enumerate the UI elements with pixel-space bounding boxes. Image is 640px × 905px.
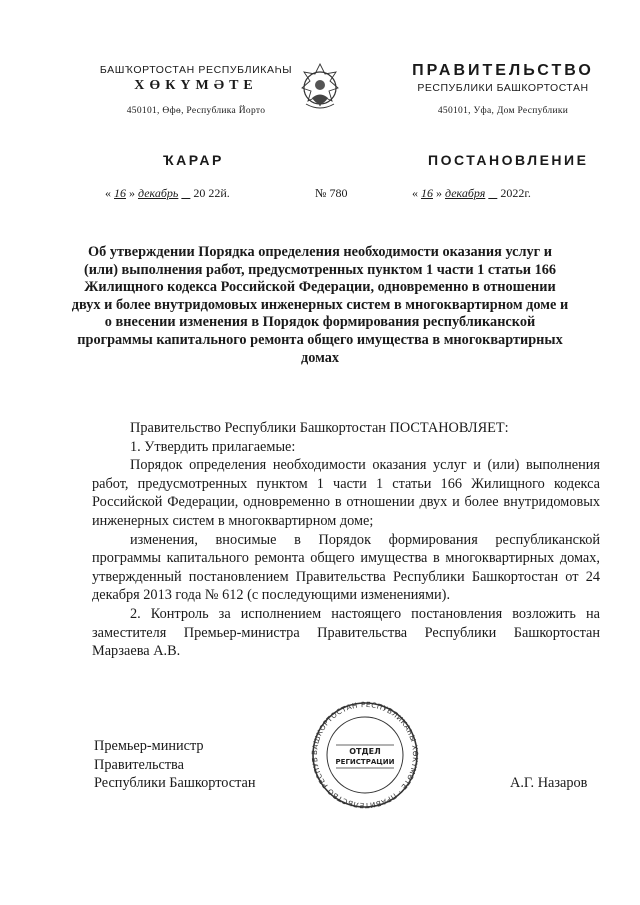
document-title: Об утверждении Порядка определения необходимости оказания услуг и (или) выполнения работ, предусмотренных пунктом 1 части 1 статьи 166 Жилищного кодекса Российской Федерации, одновременно в отношении двух и более внутридомовых инженерных систем в многоквартирном доме и о внесении изменения в Порядок формирования республиканской программы капитального ремонта общего имущества в многоквартирных домах [71, 244, 569, 366]
signature-position [94, 737, 256, 793]
date-left-open-quote: « [105, 186, 111, 200]
header-left-line2: ХӨКҮМӘТЕ [134, 78, 258, 93]
body-item-1a: Порядок определения необходимости оказания услуг и (или) выполнения работ, предусмотренных пунктом 1 части 1 статьи 166 Жилищного кодекса Российской Федерации, одновременно в отношении двух и более внутридомовых инженерных систем в многоквартирном доме; [92, 457, 600, 529]
doc-type-left: ҠАРАР [163, 152, 224, 168]
date-left-close-quote: » [129, 186, 135, 200]
document-body [92, 419, 600, 661]
coat-of-arms-emblem [292, 58, 348, 114]
date-left [105, 186, 230, 201]
date-right-day: 16 [421, 186, 433, 200]
document-number: № 780 [315, 186, 348, 200]
stamp-center-line2: РЕГИСТРАЦИИ [335, 758, 395, 766]
body-item-1b: изменения, вносимые в Порядок формирования республиканской программы капитального ремонта общего имущества в многоквартирных домах, утвержденный постановлением Правительства Республики Башкортостан от 24 декабря 2013 года № 612 (с последующими изменениями). [92, 531, 600, 604]
registration-stamp [298, 700, 432, 810]
header-left [96, 64, 296, 116]
header-left-address: 450101, Өфө, Республика Йорто [126, 106, 266, 116]
date-left-day: 16 [114, 186, 126, 200]
header-right-line2: РЕСПУБЛИКИ БАШКОРТОСТАН [417, 82, 589, 94]
date-right-year: 2022г. [500, 186, 531, 200]
doc-type-right: ПОСТАНОВЛЕНИЕ [428, 152, 589, 168]
body-item-2: 2. Контроль за исполнением настоящего постановления возложить на заместителя Премьер-министра Правительства Республики Башкортостан Марзаева А.В. [92, 605, 600, 660]
header-left-line1: БАШҠОРТОСТАН РЕСПУБЛИКАҺЫ [99, 64, 293, 76]
body-intro: Правительство Республики Башкортостан ПОСТАНОВЛЯЕТ: [130, 420, 509, 436]
signature-position-line2: Правительства [94, 756, 184, 773]
date-right [412, 186, 531, 201]
signature-position-line3: Республики Башкортостан [94, 775, 256, 792]
header-right [398, 62, 608, 116]
date-left-year: 20 22й. [193, 186, 230, 200]
stamp-center-line1: ОТДЕЛ [349, 747, 381, 756]
header-right-line1: ПРАВИТЕЛЬСТВО [412, 62, 594, 79]
date-right-open-quote: « [412, 186, 418, 200]
stamp-ring-text: БАШКОРТОСТАН РЕСПУБЛИКАҺЫ ХӨКҮМӘТЕ · ПРАВИТЕЛЬСТВО РЕСПУБ [309, 700, 421, 810]
date-right-month: декабря [445, 186, 486, 200]
date-left-month: декабрь [138, 186, 179, 200]
signature-name: А.Г. Назаров [510, 775, 588, 791]
header-right-address: 450101, Уфа, Дом Республики [437, 106, 569, 116]
body-item-1: 1. Утвердить прилагаемые: [130, 438, 296, 455]
signature-position-line1: Премьер-министр [94, 738, 204, 754]
date-right-close-quote: » [436, 186, 442, 200]
